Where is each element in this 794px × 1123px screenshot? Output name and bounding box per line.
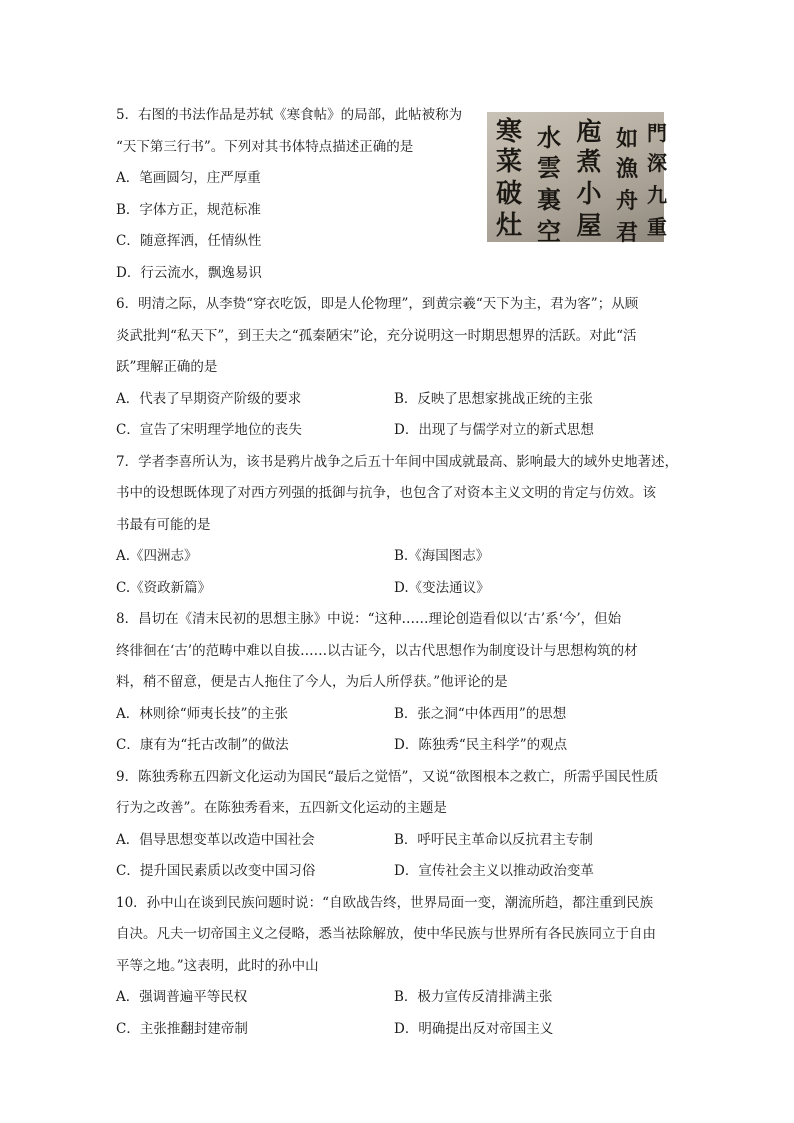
question-9-options-row-2 <box>116 856 681 888</box>
question-10-options-row-1 <box>116 982 681 1014</box>
question-10-options-row-2 <box>116 1014 681 1046</box>
question-10 <box>116 888 681 1046</box>
question-9 <box>116 762 681 888</box>
question-8-option-a[interactable]: A．林则徐“师夷长技”的主张 <box>116 705 289 722</box>
question-5-stem-line-1: 5．右图的书法作品是苏轼《寒食帖》的局部，此帖被称为 <box>116 107 463 123</box>
calligraphy-glyph: 庖 <box>576 117 602 146</box>
question-9-option-c[interactable]: C．提升国民素质以改变中国习俗 <box>116 863 316 879</box>
calligraphy-glyph: 門 <box>647 121 667 145</box>
calligraphy-glyph: 破 <box>495 179 523 209</box>
question-8 <box>116 604 681 762</box>
question-7-options-row-2 <box>116 573 681 605</box>
calligraphy-glyph: 水 <box>537 123 561 152</box>
question-6-stem-line-1: 6．明清之际，从李贽“穿衣吃饭，即是人伦物理”，到黄宗羲“天下为主，君为客”；从顾 <box>116 296 639 312</box>
question-9-stem-line-1: 9．陈独秀称五四新文化运动为国民“最后之觉悟”，又说“欲图根本之救亡，所需乎国民性质 <box>116 768 659 785</box>
question-6-option-c[interactable]: C．宣告了宋明理学地位的丧失 <box>116 422 302 438</box>
question-6-option-b[interactable]: B．反映了思想家挑战正统的主张 <box>394 390 593 407</box>
question-7-stem-line-1: 7．学者李喜所认为，该书是鸦片战争之后五十年间中国成就最高、影响最大的域外史地著述， <box>116 453 679 470</box>
calligraphy-glyph: 煮 <box>576 147 602 176</box>
question-8-option-c[interactable]: C．康有为“托古改制”的做法 <box>116 737 289 753</box>
question-6-options-row-2 <box>116 415 681 447</box>
question-7-option-c[interactable]: C.《资政新篇》 <box>116 579 212 596</box>
question-5-stem-line-2: “天下第三行书”。下列对其书体特点描述正确的是 <box>116 138 414 155</box>
question-10-stem-line-3: 平等之地。”这表明，此时的孙中山 <box>116 957 319 974</box>
question-8-stem-line-2: 终徘徊在‘古’的范畴中难以自拔……以古证今，以古代思想作为制度设计与思想构筑的材 <box>116 642 638 659</box>
question-9-option-a[interactable]: A．倡导思想变革以改造中国社会 <box>116 831 315 848</box>
question-6-option-a[interactable]: A．代表了早期资产阶级的要求 <box>116 390 302 407</box>
question-5 <box>116 100 681 289</box>
question-8-stem-line-1: 8．昌切在《清末民初的思想主脉》中说：“这种……理论创造看似以‘古’系‘今’，但始 <box>116 611 622 627</box>
question-page <box>116 100 681 1045</box>
calligraphy-glyph: 漁 <box>615 156 639 182</box>
question-5-option-c[interactable]: C．随意挥洒，任情纵性 <box>116 233 262 249</box>
question-8-option-b[interactable]: B．张之洞“中体西用”的思想 <box>394 705 567 722</box>
question-8-options-row-1 <box>116 699 681 731</box>
question-7-options-row-1 <box>116 541 681 573</box>
calligraphy-glyph: 舟 <box>615 188 639 214</box>
question-7-stem-line-2: 书中的设想既体现了对西方列强的抵御与抗争，也包含了对资本主义文明的肯定与仿效。该 <box>116 485 656 501</box>
question-6-options-row-1 <box>116 384 681 416</box>
question-7-stem-line-3: 书最有可能的是 <box>116 516 211 533</box>
question-6-stem-line-2: 炎武批判“私天下”，到王夫之“孤秦陋宋”论，充分说明这一时期思想界的活跃。对此“活 <box>116 327 637 344</box>
question-9-option-b[interactable]: B．呼吁民主革命以反抗君主专制 <box>394 831 593 848</box>
calligraphy-glyph: 重 <box>647 215 667 239</box>
question-7-option-d[interactable]: D.《变法通议》 <box>394 579 490 596</box>
calligraphy-glyph: 深 <box>647 151 667 175</box>
calligraphy-glyph: 君 <box>615 220 639 246</box>
question-8-stem-line-3: 料，稍不留意，便是古人拖住了今人，为后人所俘获。”他评论的是 <box>116 674 508 690</box>
question-5-option-a[interactable]: A．笔画圆匀，庄严厚重 <box>116 170 261 186</box>
question-10-option-d[interactable]: D．明确提出反对帝国主义 <box>394 1020 554 1037</box>
calligraphy-glyph: 九 <box>647 183 667 207</box>
question-10-option-b[interactable]: B．极力宣传反清排满主张 <box>394 989 553 1005</box>
question-9-option-d[interactable]: D．宣传社会主义以推动政治变革 <box>394 863 594 879</box>
question-10-option-c[interactable]: C．主张推翻封建帝制 <box>116 1020 248 1037</box>
calligraphy-glyph: 菜 <box>495 147 523 177</box>
calligraphy-glyph: 灶 <box>495 211 523 241</box>
calligraphy-glyph: 寒 <box>495 117 523 147</box>
question-10-option-a[interactable]: A．强调普遍平等民权 <box>116 989 248 1005</box>
question-9-stem-line-2: 行为之改善”。在陈独秀看来，五四新文化运动的主题是 <box>116 800 447 816</box>
question-9-options-row-1 <box>116 825 681 857</box>
calligraphy-glyph: 屋 <box>576 211 602 240</box>
calligraphy-glyph: 雲 <box>537 153 561 182</box>
question-7-option-b[interactable]: B.《海国图志》 <box>394 548 490 564</box>
question-5-option-b[interactable]: B．字体方正，规范标准 <box>116 201 261 218</box>
question-8-options-row-2 <box>116 730 681 762</box>
calligraphy-glyph: 空 <box>537 217 561 246</box>
calligraphy-glyph: 如 <box>615 126 639 152</box>
question-7 <box>116 447 681 605</box>
question-7-option-a[interactable]: A.《四洲志》 <box>116 548 198 564</box>
question-6-stem-line-3: 跃”理解正确的是 <box>116 359 218 375</box>
calligraphy-glyph: 小 <box>576 179 602 208</box>
question-8-option-d[interactable]: D．陈独秀“民主科学”的观点 <box>394 737 568 753</box>
calligraphy-glyph: 裏 <box>537 185 561 214</box>
question-10-stem-line-1: 10．孙中山在谈到民族问题时说：“自欧战告终，世界局面一变，潮流所趋，都注重到民族 <box>116 894 654 911</box>
question-10-stem-line-2: 自决。凡夫一切帝国主义之侵略，悉当祛除解放，使中华民族与世界所有各民族同立于自由 <box>116 926 656 942</box>
question-5-option-d[interactable]: D．行云流水，飘逸易识 <box>116 264 262 281</box>
question-6 <box>116 289 681 447</box>
question-6-option-d[interactable]: D．出现了与儒学对立的新式思想 <box>394 422 594 438</box>
